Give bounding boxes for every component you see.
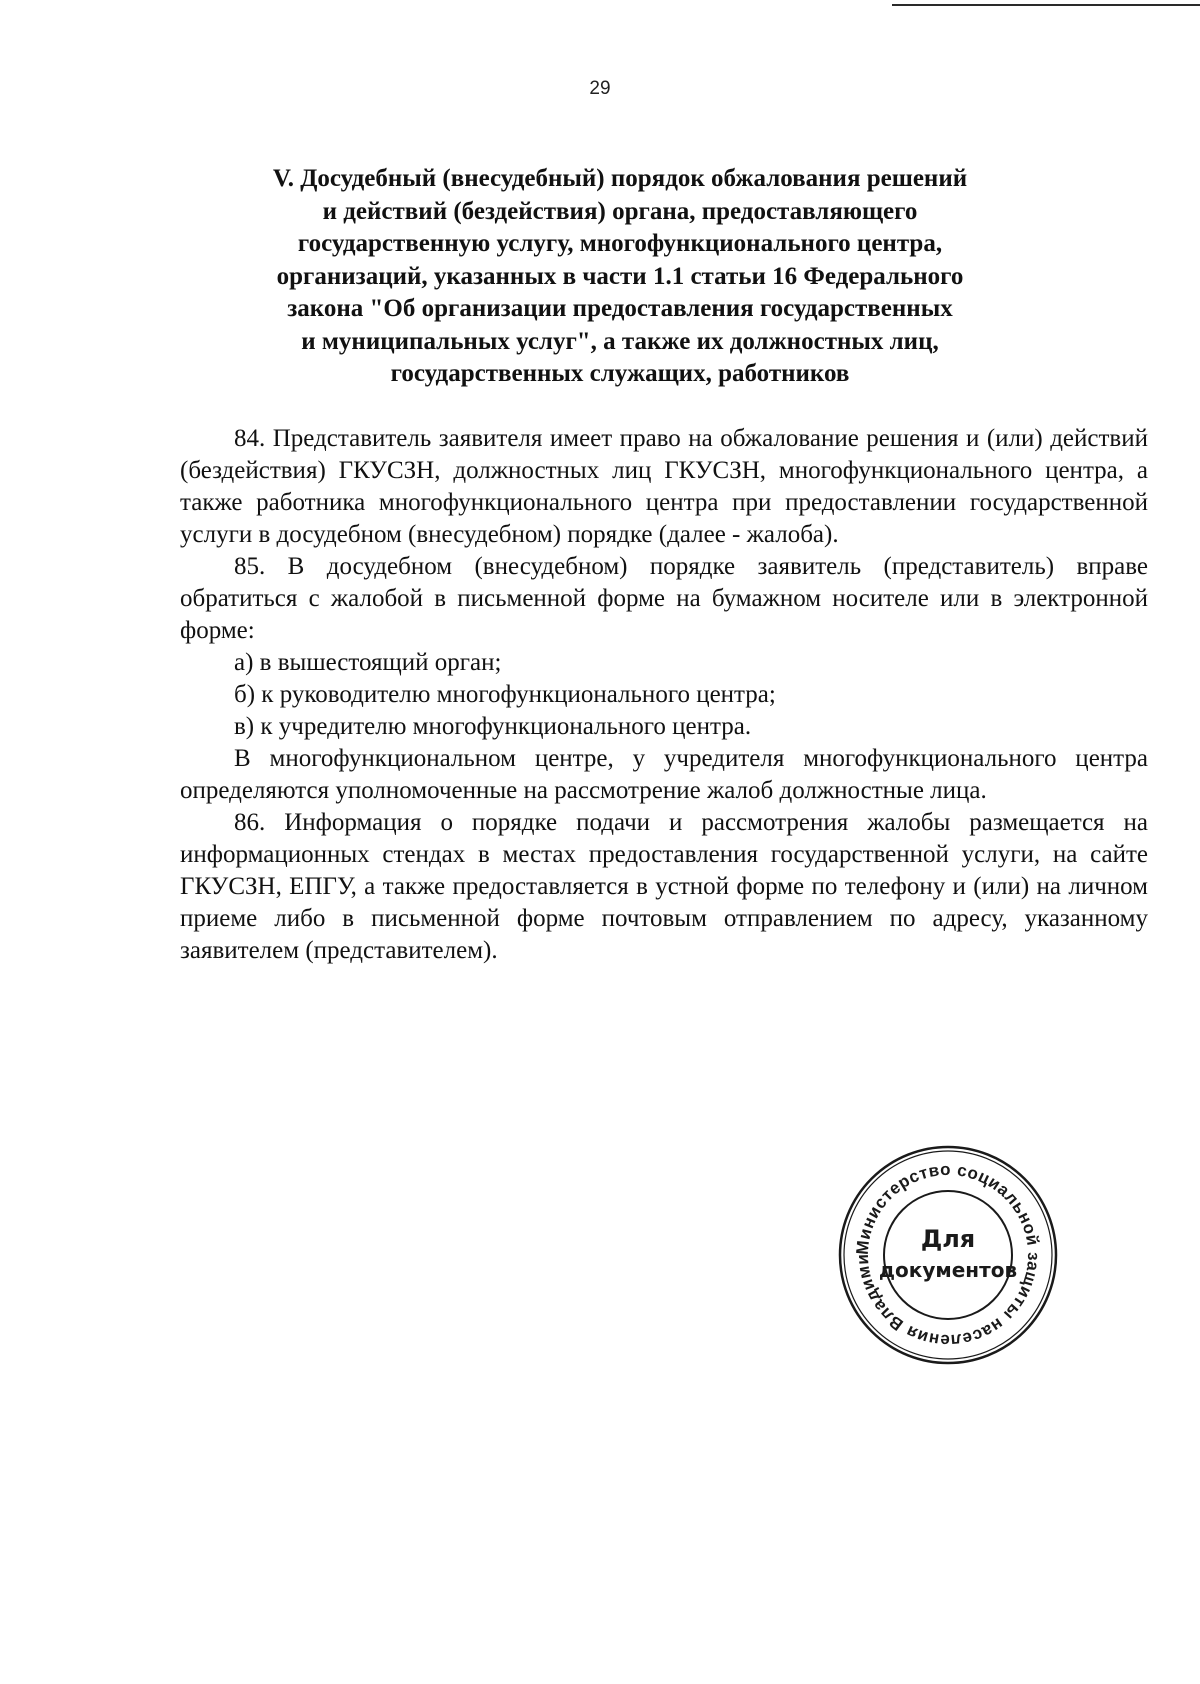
- official-stamp: [836, 1143, 1060, 1367]
- stamp-center-line2: документов: [878, 1258, 1018, 1282]
- stamp-inner-ring: [884, 1191, 1012, 1319]
- list-item-v: в) к учредителю многофункционального центра.: [234, 713, 752, 740]
- list-item-a: а) в вышестоящий орган;: [234, 649, 502, 676]
- section-title-line: государственных служащих, работников: [390, 360, 850, 387]
- section-title: [190, 163, 1050, 391]
- document-body: [180, 423, 1148, 967]
- paragraph-85-note: В многофункциональном центре, у учредителя многофункционального центра определяются уполномоченные на рассмотрение жалоб должностные лица.: [180, 745, 1148, 804]
- section-title-line: организаций, указанных в части 1.1 статьи 16 Федерального: [276, 262, 964, 290]
- section-title-line: и действий (бездействия) органа, предоставляющего: [322, 197, 918, 225]
- section-title-line: V. Досудебный (внесудебный) порядок обжалования решений: [272, 165, 968, 192]
- list-item-b: б) к руководителю многофункционального центра;: [234, 681, 776, 708]
- page-number: 29: [589, 78, 611, 99]
- stamp-seal-icon: [836, 1143, 1060, 1367]
- top-rule: [892, 4, 1200, 6]
- stamp-center-line1: Для: [920, 1225, 976, 1253]
- stamp-outer-ring-inner: [844, 1151, 1052, 1359]
- paragraph-85: 85. В досудебном (внесудебном) порядке заявитель (представитель) вправе обратиться с жалобой в письменной форме на бумажном носителе или в электронной форме:: [180, 553, 1148, 644]
- section-title-line: государственную услугу, многофункционального центра,: [297, 230, 943, 257]
- paragraph-86: 86. Информация о порядке подачи и рассмотрения жалобы размещается на информационных стендах в местах предоставления государственной услуги, на сайте ГКУСЗН, ЕПГУ, а также предоставляется в устной форме по телефону и (или) на личном приеме либо в письменной форме почтовым отправлением по адресу, указанному заявителем (представителем).: [180, 809, 1148, 964]
- stamp-outer-ring: [840, 1147, 1056, 1363]
- stamp-ring-text: Министерство социальной защиты населения Владими: [852, 1159, 1044, 1351]
- section-title-line: и муниципальных услуг", а также их должностных лиц,: [301, 327, 939, 355]
- section-title-line: закона "Об организации предоставления государственных: [287, 295, 953, 322]
- paragraph-84: 84. Представитель заявителя имеет право на обжалование решения и (или) действий (бездействия) ГКУСЗН, должностных лиц ГКУСЗН, многофункционального центра, а также работника многофункционального центра при предоставлении государственной услуги в досудебном (внесудебном) порядке (далее - жалоба).: [180, 425, 1148, 548]
